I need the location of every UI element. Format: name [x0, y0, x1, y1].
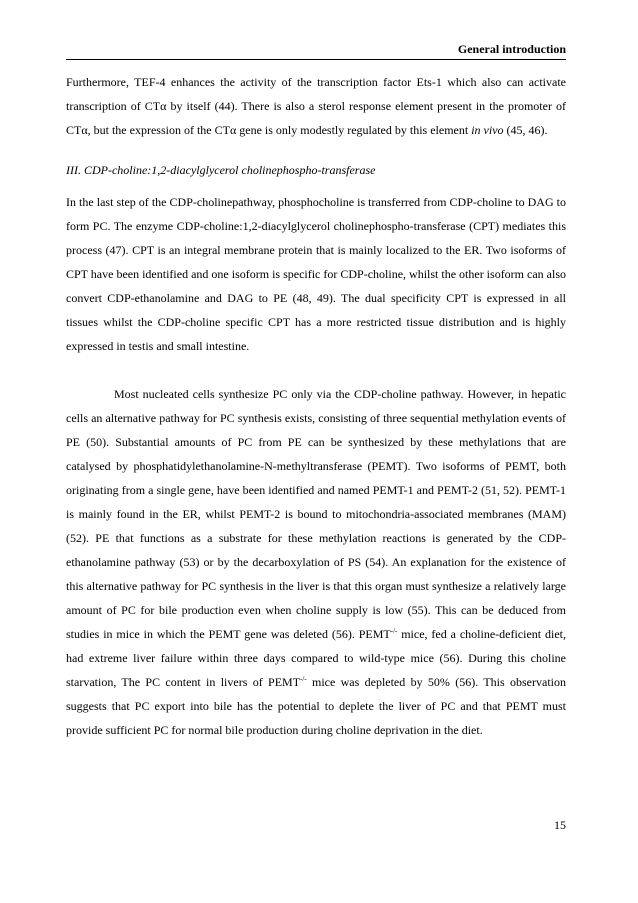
superscript: -/- [300, 675, 307, 683]
body-text [66, 70, 566, 742]
text-run: mice, fed a choline-deficient diet, had extreme liver failure within three days compared to wild-type mice (56). During this choline starvation, The PC content in livers of PEMT [66, 627, 566, 689]
italic-term: in vivo [471, 123, 504, 137]
paragraph-2: In the last step of the CDP-cholinepathway, phosphocholine is transferred from CDP-choline to DAG to form PC. The enzyme CDP-choline:1,2-diacylglycerol cholinephospho-transferase (CPT) mediates this process (47). CPT is an integral membrane protein that is mainly localized to the ER. Two isoforms of CPT have been identified and one isoform is specific for CDP-choline, whilst the other isoform can also convert CDP-ethanolamine and DAG to PE (48, 49). The dual specificity CPT is expressed in all tissues whilst the CDP-choline specific CPT has a more restricted tissue distribution and is highly expressed in testis and small intestine. [66, 195, 566, 353]
text-run: Most nucleated cells synthesize PC only via the CDP-choline pathway. However, in hepatic cells an alternative pathway for PC synthesis exists, consisting of three sequential methylation events of PE (50). Substantial amounts of PC from PE can be synthesized by these methylations that are catalysed by phosphatidylethanolamine-N-methyltransferase (PEMT). Two isoforms of PEMT, both originating from a single gene, have been identified and named PEMT-1 and PEMT-2 (51, 52). PEMT-1 is mainly found in the ER, whilst PEMT-2 is bound to mitochondria-associated membranes (MAM) (52). PE that functions as a substrate for these methylation reactions is generated by the CDP-ethanolamine pathway (53) or by the decarboxylation of PS (54). An explanation for the existence of this alternative pathway for PC synthesis in the liver is that this organ must synthesize a relatively large amount of PC for bile production even when choline supply is low (55). This can be deduced from studies in mice in which the PEMT gene was deleted (56). PEMT [66, 387, 566, 641]
running-header: General introduction [457, 42, 566, 56]
text-run: , but the expression of the CT [87, 123, 230, 137]
text-run: mice was depleted by 50% (56). This observation suggests that PC export into bile has the potential to deplete the liver of PC and that PEMT must provide sufficient PC for normal bile production during choline deprivation in the diet. [66, 675, 566, 737]
header-rule [66, 59, 566, 60]
alpha-symbol: α [160, 99, 167, 113]
section-heading: III. CDP-choline:1,2-diacylglycerol cholinephospho-transferase [66, 163, 376, 177]
page-number: 15 [554, 818, 566, 832]
text-run: by itself (44). There is also a sterol response element present in the promoter of CT [66, 99, 566, 137]
text-run: (45, 46). [503, 123, 548, 137]
alpha-symbol: α [229, 123, 237, 137]
alpha-symbol: α [81, 123, 88, 137]
paragraph-1 [66, 70, 566, 142]
text-run: Furthermore, TEF-4 enhances the activity of the transcription factor Ets-1 which also can activate transcription of CT [66, 75, 566, 113]
text-run: gene is only modestly regulated by this element [236, 123, 472, 137]
paragraph-3 [66, 382, 566, 742]
superscript: -/- [390, 627, 398, 635]
